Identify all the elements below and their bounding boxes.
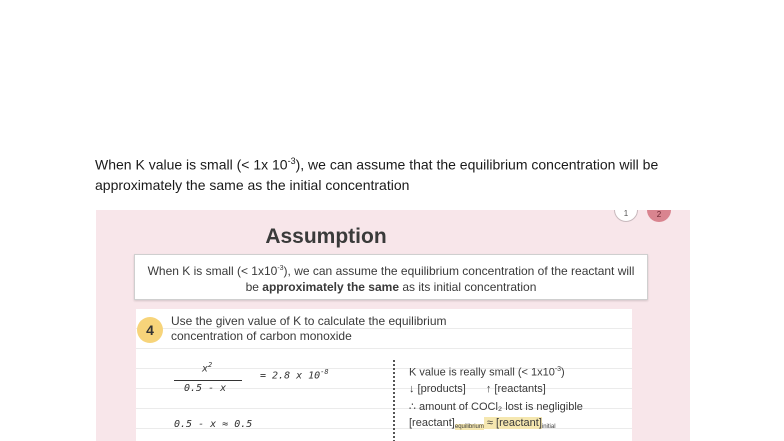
note-line-2: ↓ [products] ↑ [reactants] (409, 383, 546, 395)
slide-image (96, 210, 690, 441)
page-number-1[interactable]: 1 (614, 210, 638, 222)
assumption-exponent: -3 (277, 265, 284, 272)
intro-paragraph (95, 151, 735, 195)
note-line-4: [reactant]equilibrium ≈ [reactant]initial (409, 417, 556, 430)
page-number-2[interactable]: 2 (647, 210, 671, 222)
assumption-text-1: When K is small (< 1x10 (147, 264, 278, 278)
fraction-denominator: 0.5 - x (184, 383, 227, 394)
assumption-text-3: as its initial concentration (399, 280, 537, 294)
step-instruction: Use the given value of K to calculate the equilibrium concentration of carbon monoxide (171, 314, 447, 343)
equation-result: = 2.8 x $10^{-8}$ (260, 368, 329, 382)
assumption-text-2: ), we can assume the equilibrium concentration of the reactant will be (245, 264, 635, 294)
intro-line1-end: ), we can assume that the equilibrium concentration will be (295, 156, 659, 173)
dotted-divider (393, 360, 395, 441)
note-line-1: K value is really small (< $1x10^{-3}$) (409, 366, 565, 379)
step-number-badge: 4 (137, 317, 163, 343)
assumption-bold: approximately the same (262, 280, 399, 294)
intro-line1-start: When K value is small (< 1x 10 (95, 156, 288, 173)
fraction-numerator: $x^2$ (202, 361, 213, 375)
intro-exponent: -3 (287, 156, 296, 166)
fraction-bar (174, 380, 242, 381)
note-line-3: ∴ amount of COCl₂ lost is negligible (409, 401, 583, 413)
slide-title: Assumption (265, 225, 387, 248)
assumption-box (134, 254, 648, 300)
intro-line2: approximately the same as the initial concentration (95, 176, 410, 193)
approximation: 0.5 - x ≈ 0.5 (174, 419, 253, 430)
